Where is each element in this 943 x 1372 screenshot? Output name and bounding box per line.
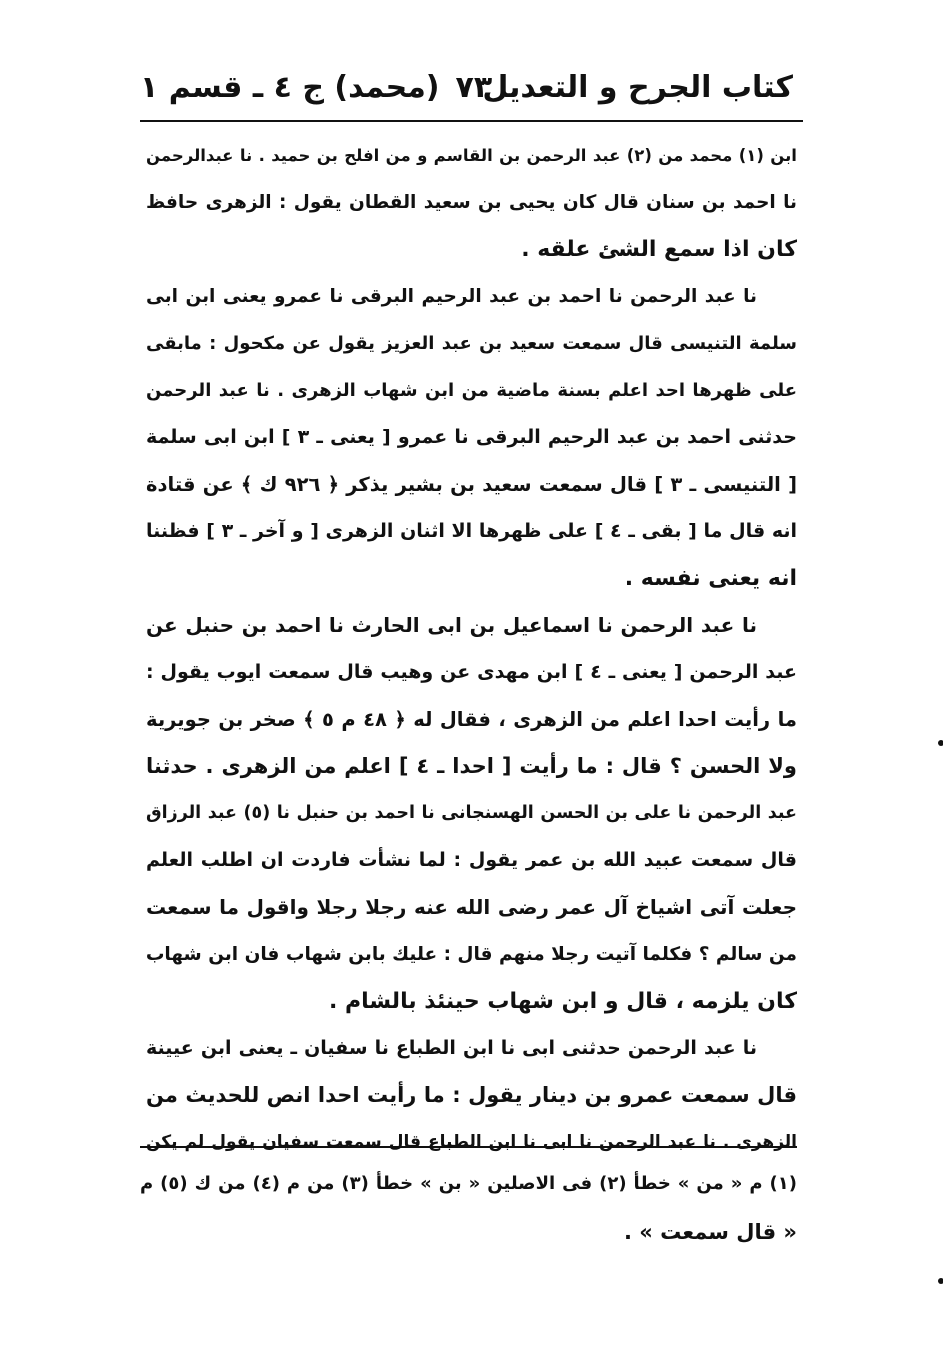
text-line: عبد الرحمن نا على بن الحسن الهسنجانى نا احمد بن حنبل نا (٥) عبد الرزاق — [146, 803, 797, 823]
book-title: كتاب الجرح و التعديل — [482, 70, 793, 105]
text-line: ما رأيت احدا اعلم من الزهرى ، فقال له ﴿ ٤٨ م ٥ ﴾ صخر بن جويرية — [146, 708, 797, 731]
text-line: جعلت آتى اشياخ آل عمر رضى الله عنه رجلا رجلا واقول ما سمعت — [146, 895, 797, 919]
footnote-line: (١) م « من » خطأ (٢) فى الاصلين « بن » خطأ (٣) من م (٤) من ك (٥) م — [140, 1173, 797, 1194]
running-header — [140, 62, 793, 118]
text-line: سلمة التنيسى قال سمعت سعيد بن عبد العزيز يقول عن مكحول : مابقى — [146, 333, 797, 354]
page-number: ٧٣ — [455, 70, 493, 105]
text-line: نا عبد الرحمن حدثنى ابى نا ابن الطباع نا سفيان ـ يعنى ابن عيينة — [146, 1037, 757, 1059]
margin-mark — [938, 1278, 943, 1284]
text-line: قال سمعت عمرو بن دينار يقول : ما رأيت احدا انص للحديث من — [146, 1083, 797, 1107]
footnotes — [140, 1160, 797, 1256]
footnote-line: « قال سمعت » . — [623, 1220, 797, 1244]
volume-label: (محمد) ج ٤ ـ قسم ١ — [140, 70, 440, 105]
main-text — [146, 132, 797, 1166]
text-line: قال سمعت عبيد الله بن عمر يقول : لما نشأت فاردت ان اطلب العلم — [146, 849, 797, 871]
text-line: نا عبد الرحمن نا احمد بن عبد الرحيم البرقى نا عمرو يعنى ابن ابى — [146, 286, 757, 307]
text-line: انه يعنى نفسه . — [624, 566, 797, 591]
text-line: انه قال ما [ بقى ـ ٤ ] على ظهرها الا اثنان الزهرى [ و آخر ـ ٣ ] فظننا — [146, 520, 797, 542]
text-line: نا احمد بن سنان قال كان يحيى بن سعيد القطان يقول : الزهرى حافظ — [146, 192, 797, 213]
margin-mark — [938, 740, 943, 746]
text-line: ولا الحسن ؟ قال : ما رأيت [ احدا ـ ٤ ] اعلم من الزهرى . حدثنا — [146, 754, 797, 778]
text-line: عبد الرحمن [ يعنى ـ ٤ ] ابن مهدى عن وهيب قال سمعت ايوب يقول : — [146, 661, 797, 683]
text-line: نا عبد الرحمن نا اسماعيل بن ابى الحارث نا احمد بن حنبل عن — [146, 613, 757, 637]
text-line: الزهرى . نا عبد الرحمن نا ابى نا ابن الطباع قال سمعت سفيان يقول لم يكن — [146, 1132, 797, 1152]
footnote-rule — [140, 1146, 797, 1148]
text-line: كان اذا سمع الشئ علقه . — [521, 237, 797, 262]
text-line: [ التنيسى ـ ٣ ] قال سمعت سعيد بن بشير يذكر ﴿ ٩٢٦ ك ﴾ عن قتادة — [146, 473, 797, 496]
text-line: على ظهرها احد اعلم بسنة ماضية من ابن شهاب الزهرى . نا عبد الرحمن — [146, 380, 797, 401]
text-line: كان يلزمه ، قال و ابن شهاب حينئذ بالشام . — [329, 989, 797, 1014]
header-rule — [140, 120, 803, 122]
text-line: ابن (١) محمد من (٢) عبد الرحمن بن القاسم و من افلح بن حميد . نا عبدالرحمن — [146, 146, 797, 165]
text-line: من سالم ؟ فكلما آتيت رجلا منهم قال : عليك بابن شهاب فان ابن شهاب — [146, 944, 797, 965]
text-line: حدثنى احمد بن عبد الرحيم البرقى نا عمرو [ يعنى ـ ٣ ] ابن ابى سلمة — [146, 426, 797, 448]
